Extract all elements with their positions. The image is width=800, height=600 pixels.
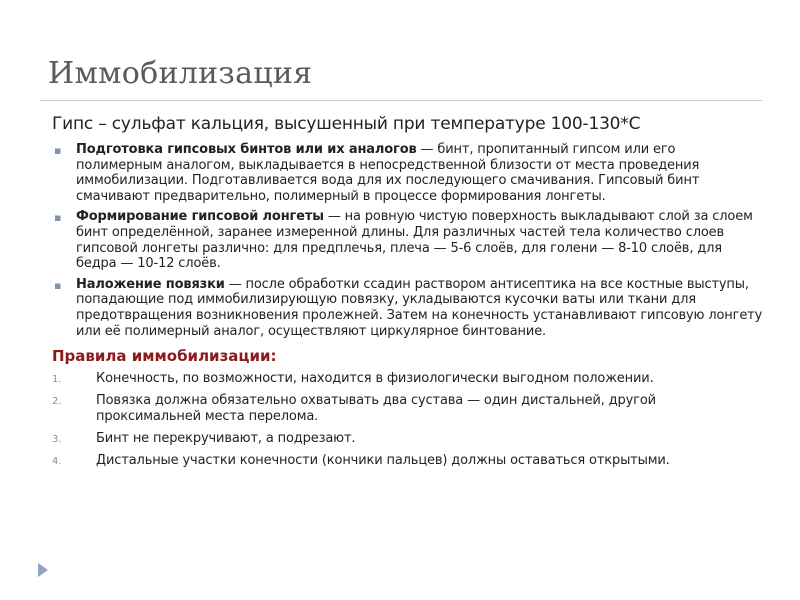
list-item xyxy=(52,393,764,425)
bullet-term: Наложение повязки xyxy=(76,276,225,292)
bullet-list xyxy=(52,142,764,339)
rule-text: Дистальные участки конечности (кончики пальцев) должны оставаться открытыми. xyxy=(96,453,670,469)
rule-number: 3. xyxy=(52,434,62,446)
bullet-text: — на ровную чистую поверхность выкладывают слой за слоем бинт определённой, заранее измеренной длины. Для различных частей тела количество слоев гипсовой лонгеты различно: для предплечья, плеча — 5-6 слоёв, для голени — 8-10 слоёв, для бедра — 10-12 слоёв. xyxy=(76,209,753,272)
list-item xyxy=(52,142,764,204)
rule-number: 1. xyxy=(52,374,62,386)
rule-text: Бинт не перекручивают, а подрезают. xyxy=(96,431,356,447)
slide-subtitle: Гипс – сульфат кальция, высушенный при температуре 100-130*С xyxy=(52,114,641,134)
list-item xyxy=(52,431,764,447)
next-slide-arrow-icon[interactable] xyxy=(38,563,48,577)
rule-text: Повязка должна обязательно охватывать два сустава — один дистальней, другой проксимальней места перелома. xyxy=(96,393,656,425)
list-item xyxy=(52,209,764,271)
list-item xyxy=(52,277,764,339)
bullet-term: Подготовка гипсовых бинтов или их аналогов xyxy=(76,142,417,157)
rule-number: 2. xyxy=(52,396,62,408)
title-divider xyxy=(40,100,762,101)
bullet-text: — после обработки ссадин раствором антисептика на все костные выступы, попадающие под иммобилизирующую повязку, укладываются кусочки ваты или ткани для предотвращения возникновения пролежней. Затем на конечность устанавливают гипсовую лонгету или её полимерный аналог, осуществляют циркулярное бинтование. xyxy=(76,276,763,339)
rule-text: Конечность, по возможности, находится в физиологически выгодном положении. xyxy=(96,371,654,387)
list-item xyxy=(52,453,764,469)
rules-list xyxy=(52,371,764,469)
rule-number: 4. xyxy=(52,456,62,468)
rules-heading: Правила иммобилизации: xyxy=(52,347,277,366)
bullet-icon: ▪ xyxy=(54,144,62,157)
list-item xyxy=(52,371,764,387)
bullet-icon: ▪ xyxy=(54,211,62,225)
bullet-icon: ▪ xyxy=(54,278,62,292)
slide-content xyxy=(52,114,764,475)
bullet-text: — бинт, пропитанный гипсом или его полимерным аналогом, выкладывается в непосредственной близости от места проведения иммобилизации. Подготавливается вода для их последующего смачивания. Гипсовый бинт смачивают предварительно, полимерный в процессе формирования лонгеты. xyxy=(76,142,700,204)
bullet-term: Формирование гипсовой лонгеты xyxy=(76,209,324,225)
slide-title: Иммобилизация xyxy=(48,56,313,91)
